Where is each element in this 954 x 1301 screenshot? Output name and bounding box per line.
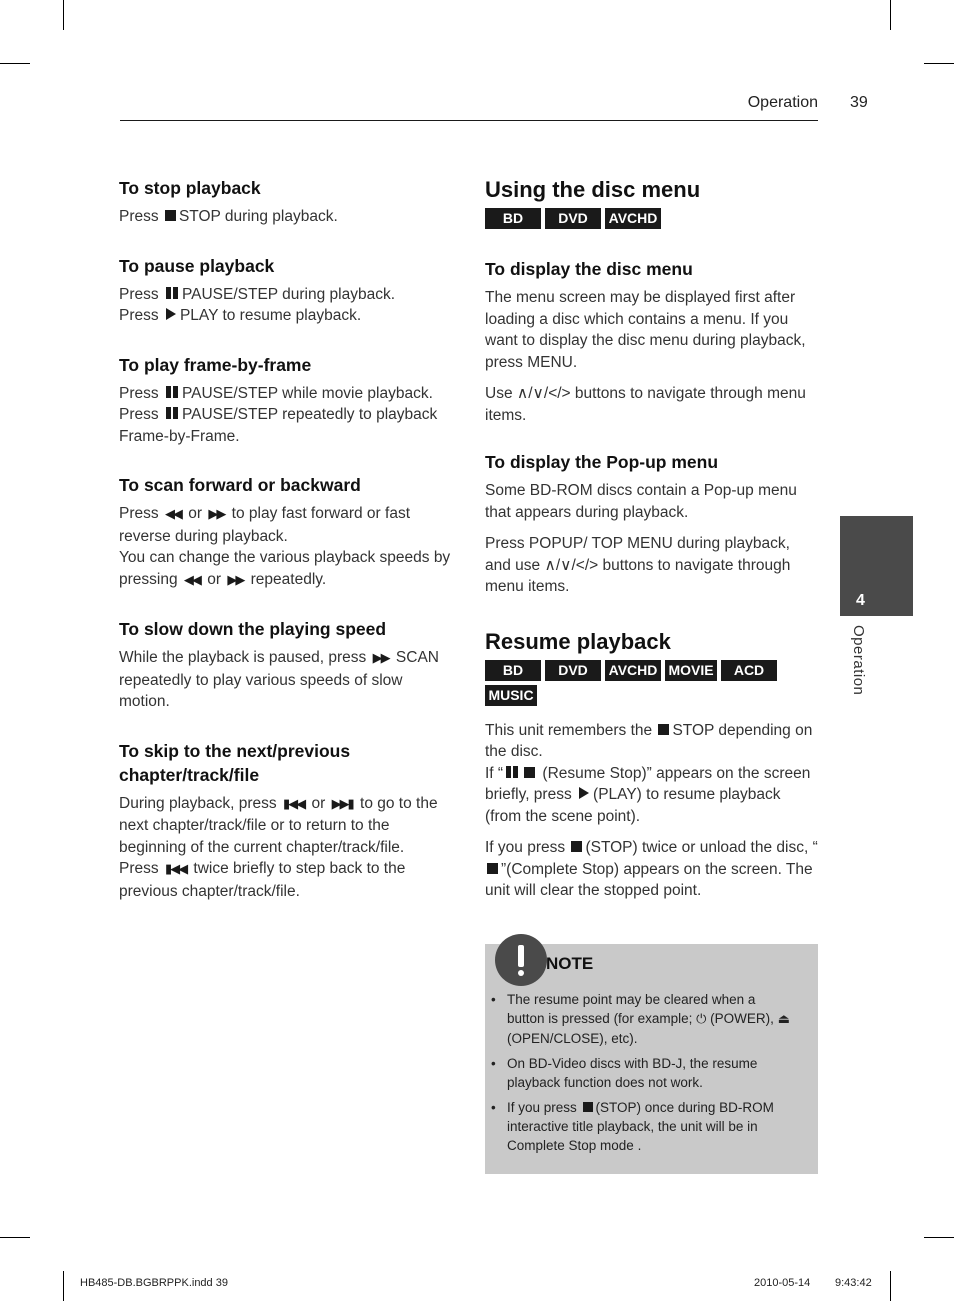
- text: repeatedly.: [250, 570, 327, 588]
- text: If you press: [507, 1100, 577, 1115]
- badge-dvd: DVD: [545, 208, 601, 229]
- list-item: [485, 1054, 818, 1092]
- skip-previous-icon: ▮◀◀: [282, 796, 305, 812]
- text: SCAN repeatedly to play various speeds of slow motion.: [119, 649, 439, 710]
- play-icon: [166, 308, 176, 320]
- text: (OPEN/CLOSE), etc).: [507, 1031, 638, 1046]
- text: If “: [485, 764, 504, 782]
- text: Press: [119, 208, 159, 225]
- text: (PLAY) to resume playback (from the scene point).: [485, 786, 781, 825]
- text: PAUSE/STEP during playback.: [181, 285, 396, 303]
- text: Press: [119, 384, 159, 402]
- paragraph: [485, 837, 820, 902]
- heading-disc-menu: Using the disc menu: [485, 177, 701, 202]
- section-scan: [119, 473, 451, 591]
- text: ”(Complete Stop) appears on the screen. The unit will clear the stopped point.: [485, 860, 813, 899]
- bullet: •: [491, 992, 496, 1007]
- list-item: [485, 1098, 818, 1155]
- paragraph: [485, 383, 820, 426]
- text: (STOP) twice or unload the disc, “: [585, 839, 818, 856]
- text: Use: [485, 385, 513, 402]
- paragraph: [119, 503, 451, 547]
- section-title: To scan forward or backward: [119, 475, 361, 495]
- left-column: [119, 176, 451, 928]
- badge-avchd: AVCHD: [605, 208, 661, 229]
- text: You can change the various playback speeds by pressing: [119, 549, 451, 588]
- paragraph: [119, 383, 451, 405]
- text: (Resume Stop)” appears on the screen briefly, press: [485, 764, 811, 803]
- crop-mark: [924, 63, 954, 64]
- section-title: To display the Pop-up menu: [485, 452, 719, 472]
- bullet: •: [491, 1056, 496, 1071]
- section-slow: [119, 617, 451, 713]
- text: The resume point may be cleared when a button is pressed (for example;: [507, 992, 756, 1026]
- paragraph: [119, 305, 451, 327]
- chapter-label: Operation: [850, 625, 867, 696]
- crop-mark: [63, 1271, 64, 1301]
- crop-mark: [924, 1237, 954, 1238]
- text: or: [207, 570, 222, 588]
- pause-icon: [505, 766, 519, 778]
- heading-resume: Resume playback: [485, 628, 671, 654]
- text: PAUSE/STEP repeatedly to playback Frame-by-Frame.: [119, 406, 438, 445]
- text: Press: [119, 307, 159, 324]
- text: buttons to navigate through menu items.: [485, 556, 791, 595]
- text: PLAY to resume playback.: [179, 307, 362, 324]
- stop-icon: [571, 841, 582, 852]
- text: to go to the next chapter/track/file or to return to the beginning of the current chapter/track/file.: [119, 794, 438, 856]
- nav-keys: ∧/∨/</>: [516, 385, 571, 402]
- section-title: To pause playback: [119, 255, 275, 276]
- section-popup-menu: [485, 450, 820, 598]
- pause-icon: [165, 386, 179, 398]
- disc-type-badges: [485, 208, 785, 229]
- chapter-number: 4: [856, 592, 865, 609]
- exclamation-dot: [518, 970, 524, 976]
- running-head: [120, 94, 818, 121]
- note-box: [485, 944, 818, 1174]
- skip-next-icon: ▶▶▮: [331, 796, 353, 812]
- section-frame: [119, 353, 451, 448]
- text: During playback, press: [119, 794, 277, 812]
- text: This unit remembers the: [485, 721, 653, 739]
- badge-dvd: DVD: [545, 660, 601, 681]
- exclamation-bar: [518, 945, 524, 967]
- text: Press: [119, 505, 159, 522]
- paragraph: [119, 647, 451, 713]
- section-title: To skip to the next/previous chapter/track/file: [119, 740, 351, 785]
- pause-icon: [165, 287, 179, 299]
- power-icon: ⏻: [696, 1012, 707, 1027]
- paragraph: [119, 793, 451, 859]
- section-stop: [119, 176, 451, 228]
- stop-icon: [165, 210, 176, 221]
- paragraph: [485, 720, 820, 763]
- play-icon: [579, 787, 589, 799]
- section-pause: [119, 254, 451, 327]
- badge-music: MUSIC: [485, 685, 537, 706]
- fast-forward-icon: ▶▶: [208, 507, 225, 522]
- text: STOP depending on the disc.: [485, 721, 813, 760]
- paragraph: [119, 284, 451, 306]
- stop-icon: [524, 767, 535, 778]
- paragraph: [119, 858, 451, 902]
- section-title: To stop playback: [119, 178, 261, 198]
- text: or: [311, 794, 326, 812]
- text: twice briefly to step back to the previous chapter/track/file.: [119, 860, 406, 900]
- text: (STOP) once during BD-ROM interactive title playback, the unit will be in Complete Stop mode .: [507, 1100, 774, 1153]
- crop-mark: [890, 1271, 891, 1301]
- paragraph: [485, 763, 820, 828]
- stop-icon: [487, 863, 498, 874]
- paragraph: [119, 404, 451, 447]
- note-list: [485, 990, 818, 1161]
- fast-forward-icon: ▶▶: [372, 651, 389, 666]
- time-slug: 9:43:42: [835, 1277, 872, 1289]
- note-title: NOTE: [546, 954, 594, 973]
- text: STOP during playback.: [178, 208, 338, 225]
- text: Press POPUP/ TOP MENU during playback, and use: [485, 535, 790, 574]
- section-title: To play frame-by-frame: [119, 354, 312, 375]
- date-slug: 2010-05-14: [754, 1277, 811, 1289]
- chapter-tab: [840, 516, 913, 616]
- paragraph: [119, 206, 451, 228]
- text: or: [188, 505, 203, 522]
- text: (POWER),: [710, 1011, 774, 1026]
- list-item: [485, 990, 818, 1048]
- paragraph: [485, 533, 820, 598]
- text: Press: [119, 406, 159, 423]
- section-disc-menu: [485, 257, 820, 426]
- crop-mark: [0, 1237, 30, 1238]
- file-slug: HB485-DB.BGBRPPK.indd 39: [80, 1277, 228, 1289]
- crop-mark: [0, 63, 30, 64]
- disc-type-badges: [485, 660, 785, 706]
- skip-previous-icon: ▮◀◀: [164, 862, 187, 877]
- badge-acd: ACD: [721, 660, 777, 681]
- badge-bd: BD: [485, 660, 541, 681]
- bullet: •: [491, 1100, 496, 1115]
- crop-mark: [890, 0, 891, 30]
- badge-movie: MOVIE: [665, 660, 717, 681]
- pause-icon: [165, 407, 179, 419]
- paragraph: Some BD-ROM discs contain a Pop-up menu that appears during playback.: [485, 482, 797, 521]
- section-title: To slow down the playing speed: [119, 619, 387, 639]
- section-skip: [119, 739, 451, 903]
- section-name: Operation: [747, 94, 818, 111]
- paragraph: The menu screen may be displayed first after loading a disc which contains a menu. If you want to display the disc menu during playback, press MENU.: [485, 289, 806, 371]
- text: Press: [119, 860, 159, 877]
- text: If you press: [485, 839, 566, 856]
- text: buttons to navigate through menu items.: [485, 385, 806, 424]
- nav-keys: ∧/∨/</>: [544, 556, 599, 574]
- paragraph: [119, 547, 451, 591]
- rewind-icon: ◀◀: [183, 572, 200, 588]
- right-column: [485, 176, 820, 902]
- stop-icon: [658, 724, 669, 735]
- stop-icon: [583, 1102, 593, 1112]
- section-title: To display the disc menu: [485, 259, 693, 279]
- text: to play fast forward or fast reverse during playback.: [119, 505, 410, 545]
- text: PAUSE/STEP while movie playback.: [181, 384, 433, 402]
- page-number: 39: [850, 94, 868, 111]
- fast-forward-icon: ▶▶: [227, 572, 244, 588]
- badge-bd: BD: [485, 208, 541, 229]
- rewind-icon: ◀◀: [164, 507, 181, 522]
- eject-icon: ⏏: [777, 1012, 790, 1027]
- text: While the playback is paused, press: [119, 649, 367, 666]
- crop-mark: [63, 0, 64, 30]
- text: On BD-Video discs with BD-J, the resume playback function does not work.: [507, 1056, 758, 1090]
- badge-avchd: AVCHD: [605, 660, 661, 681]
- text: Press: [119, 285, 159, 303]
- exclamation-icon: [495, 934, 547, 986]
